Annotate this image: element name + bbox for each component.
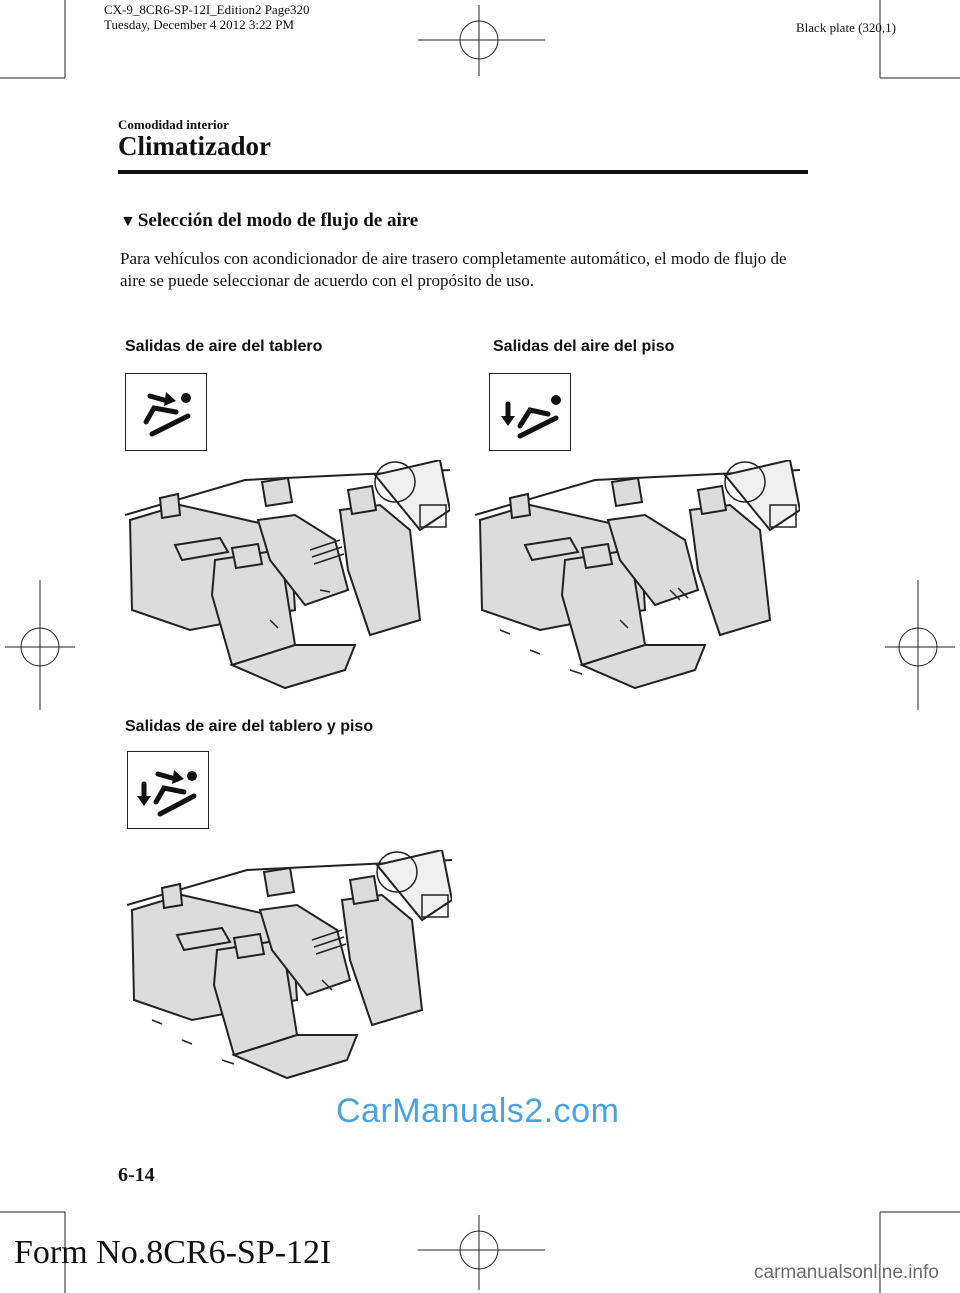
body-paragraph: Para vehículos con acondicionador de aire trasero completamente automático, el modo de flujo de aire se puede seleccionar de acuerdo con el propósito de uso. — [120, 249, 787, 290]
subheading-text: Selección del modo de flujo de aire — [137, 210, 419, 231]
title-rule — [118, 170, 808, 174]
page-title: Climatizador — [118, 131, 271, 161]
form-number: Form No.8CR6-SP-12I — [14, 1234, 332, 1271]
print-meta-line1: CX-9_8CR6-SP-12I_Edition2 Page320 — [104, 2, 310, 17]
watermark-carmanualsonline: carmanualsonline.info — [754, 1262, 939, 1283]
subheading-marker: ▼ — [120, 213, 136, 230]
vent-upper-icon — [125, 373, 207, 451]
figure-label-floor: Salidas del aire del piso — [493, 338, 675, 355]
figure-label-dashboard: Salidas de aire del tablero — [125, 338, 323, 355]
vent-upper-floor-icon — [127, 751, 209, 829]
rear-seats-illustration-dashboard — [120, 460, 450, 695]
print-meta-line2: Tuesday, December 4 2012 3:22 PM — [104, 17, 295, 32]
subheading — [120, 210, 418, 232]
print-meta — [104, 2, 309, 32]
watermark-carmanuals2: CarManuals2.com — [336, 1092, 620, 1130]
rear-seats-illustration-dashboard-floor — [122, 850, 452, 1085]
rear-seats-illustration-floor — [470, 460, 800, 695]
figure-label-dashboard-floor: Salidas de aire del tablero y piso — [125, 718, 374, 735]
vent-floor-icon — [489, 373, 571, 451]
section-label: Comodidad interior — [118, 117, 229, 132]
page-number: 6-14 — [118, 1164, 155, 1186]
plate-label: Black plate (320,1) — [796, 20, 896, 35]
